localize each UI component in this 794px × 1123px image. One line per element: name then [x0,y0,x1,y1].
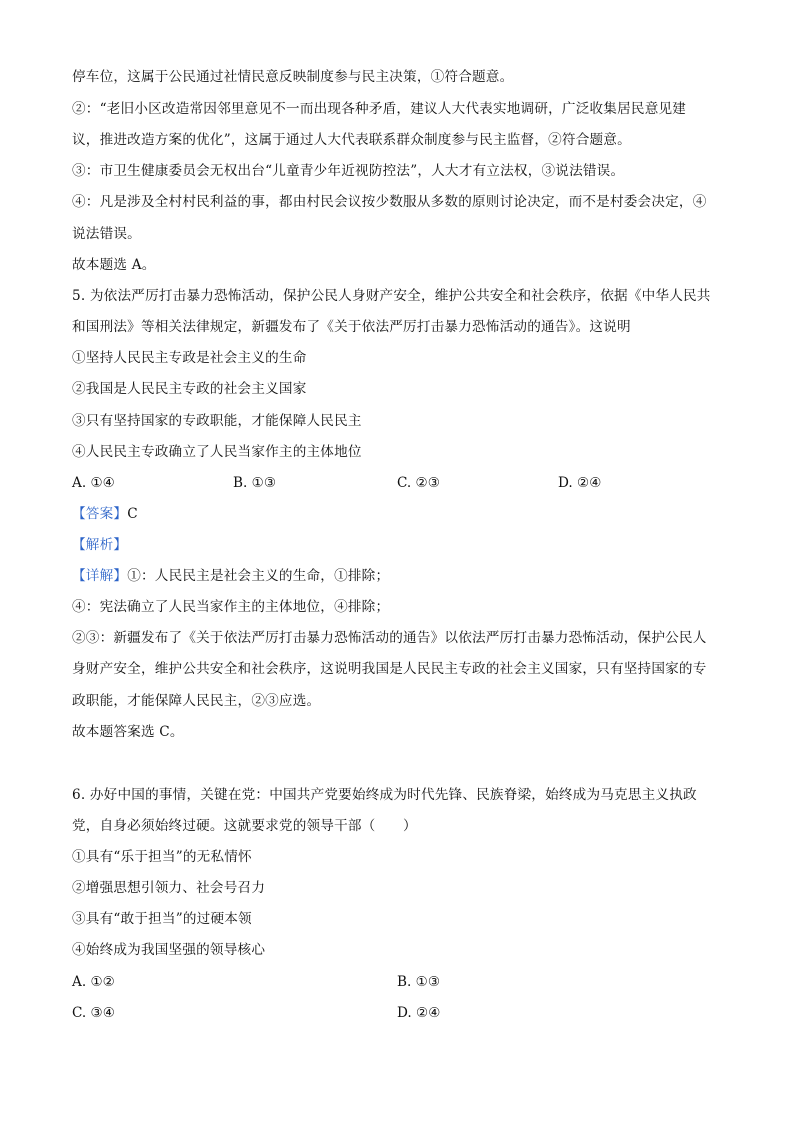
conclusion-line: 故本题选 A。 [72,257,156,273]
answer-options [72,474,724,492]
statement-item: ①坚持人民民主专政是社会主义的生命 [72,350,307,366]
option-b: B. ①③ [233,475,277,491]
detail-tag: 【详解】 [72,568,128,584]
statement-item: ③只有坚持国家的专政职能，才能保障人民民主 [72,413,362,429]
question-stem: 5. 为依法严厉打击暴力恐怖活动，保护公民人身财产安全，维护公共安全和社会秩序，依据《中华人民共 [72,288,711,304]
conclusion-line: 故本题答案选 C。 [72,724,184,740]
analysis-tag: 【解析】 [72,537,128,553]
question-stem: 和国刑法》等相关法律规定，新疆发布了《关于依法严厉打击暴力恐怖活动的通告》。这说明 [72,319,631,335]
detail-line [72,567,724,585]
detail-line: 政职能，才能保障人民民主，②③应选。 [72,693,321,709]
statement-item: ①具有“乐于担当”的无私情怀 [72,849,252,865]
analysis-line: ②：“老旧小区改造常因邻里意见不一而出现各种矛盾，建议人大代表实地调研，广泛收集居民意见建 [72,101,687,117]
answer-value: C [127,506,138,522]
statement-item: ②增强思想引领力、社会号召力 [72,880,266,896]
statement-item: ④始终成为我国坚强的领导核心 [72,942,266,958]
answer-tag: 【答案】 [72,506,128,522]
option-d: D. ②④ [397,1005,441,1021]
question-stem: 党，自身必须始终过硬。这就要求党的领导干部（ ） [72,818,417,834]
detail-line: 身财产安全，维护公共安全和社会秩序，这说明我国是人民民主专政的社会主义国家，只有坚持国家的专 [72,661,707,677]
statement-item: ④人民民主专政确立了人民当家作主的主体地位 [72,444,362,460]
question-stem: 6. 办好中国的事情，关键在党：中国共产党要始终成为时代先锋、民族脊梁，始终成为马克思主义执政 [72,787,697,803]
analysis-line: 停车位，这属于公民通过社情民意反映制度参与民主决策，①符合题意。 [72,69,514,85]
analysis-line: 说法错误。 [72,226,141,242]
answer-options [72,973,724,991]
answer-options [72,1004,724,1022]
detail-line: ④：宪法确立了人民当家作主的主体地位，④排除； [72,599,390,615]
analysis-line: ③：市卫生健康委员会无权出台“儿童青少年近视防控法”，人大才有立法权，③说法错误。 [72,163,625,179]
answer-line [72,505,724,523]
analysis-line: ④：凡是涉及全村村民利益的事，都由村民会议按少数服从多数的原则讨论决定，而不是村委会决定，④ [72,194,707,210]
analysis-line: 议，推进改造方案的优化”，这属于通过人大代表联系群众制度参与民主监督，②符合题意。 [72,132,631,148]
statement-item: ②我国是人民民主专政的社会主义国家 [72,381,307,397]
option-a: A. ①② [72,974,115,990]
option-c: C. ②③ [397,475,440,491]
option-c: C. ③④ [72,1005,115,1021]
option-b: B. ①③ [397,974,441,990]
option-a: A. ①④ [72,475,115,491]
analysis-heading [72,536,724,554]
detail-text: ①：人民民主是社会主义的生命，①排除； [127,568,390,584]
option-d: D. ②④ [558,475,602,491]
detail-line: ②③：新疆发布了《关于依法严厉打击暴力恐怖活动的通告》以依法严厉打击暴力恐怖活动，保护公民人 [72,630,707,646]
statement-item: ③具有“敢于担当”的过硬本领 [72,911,252,927]
